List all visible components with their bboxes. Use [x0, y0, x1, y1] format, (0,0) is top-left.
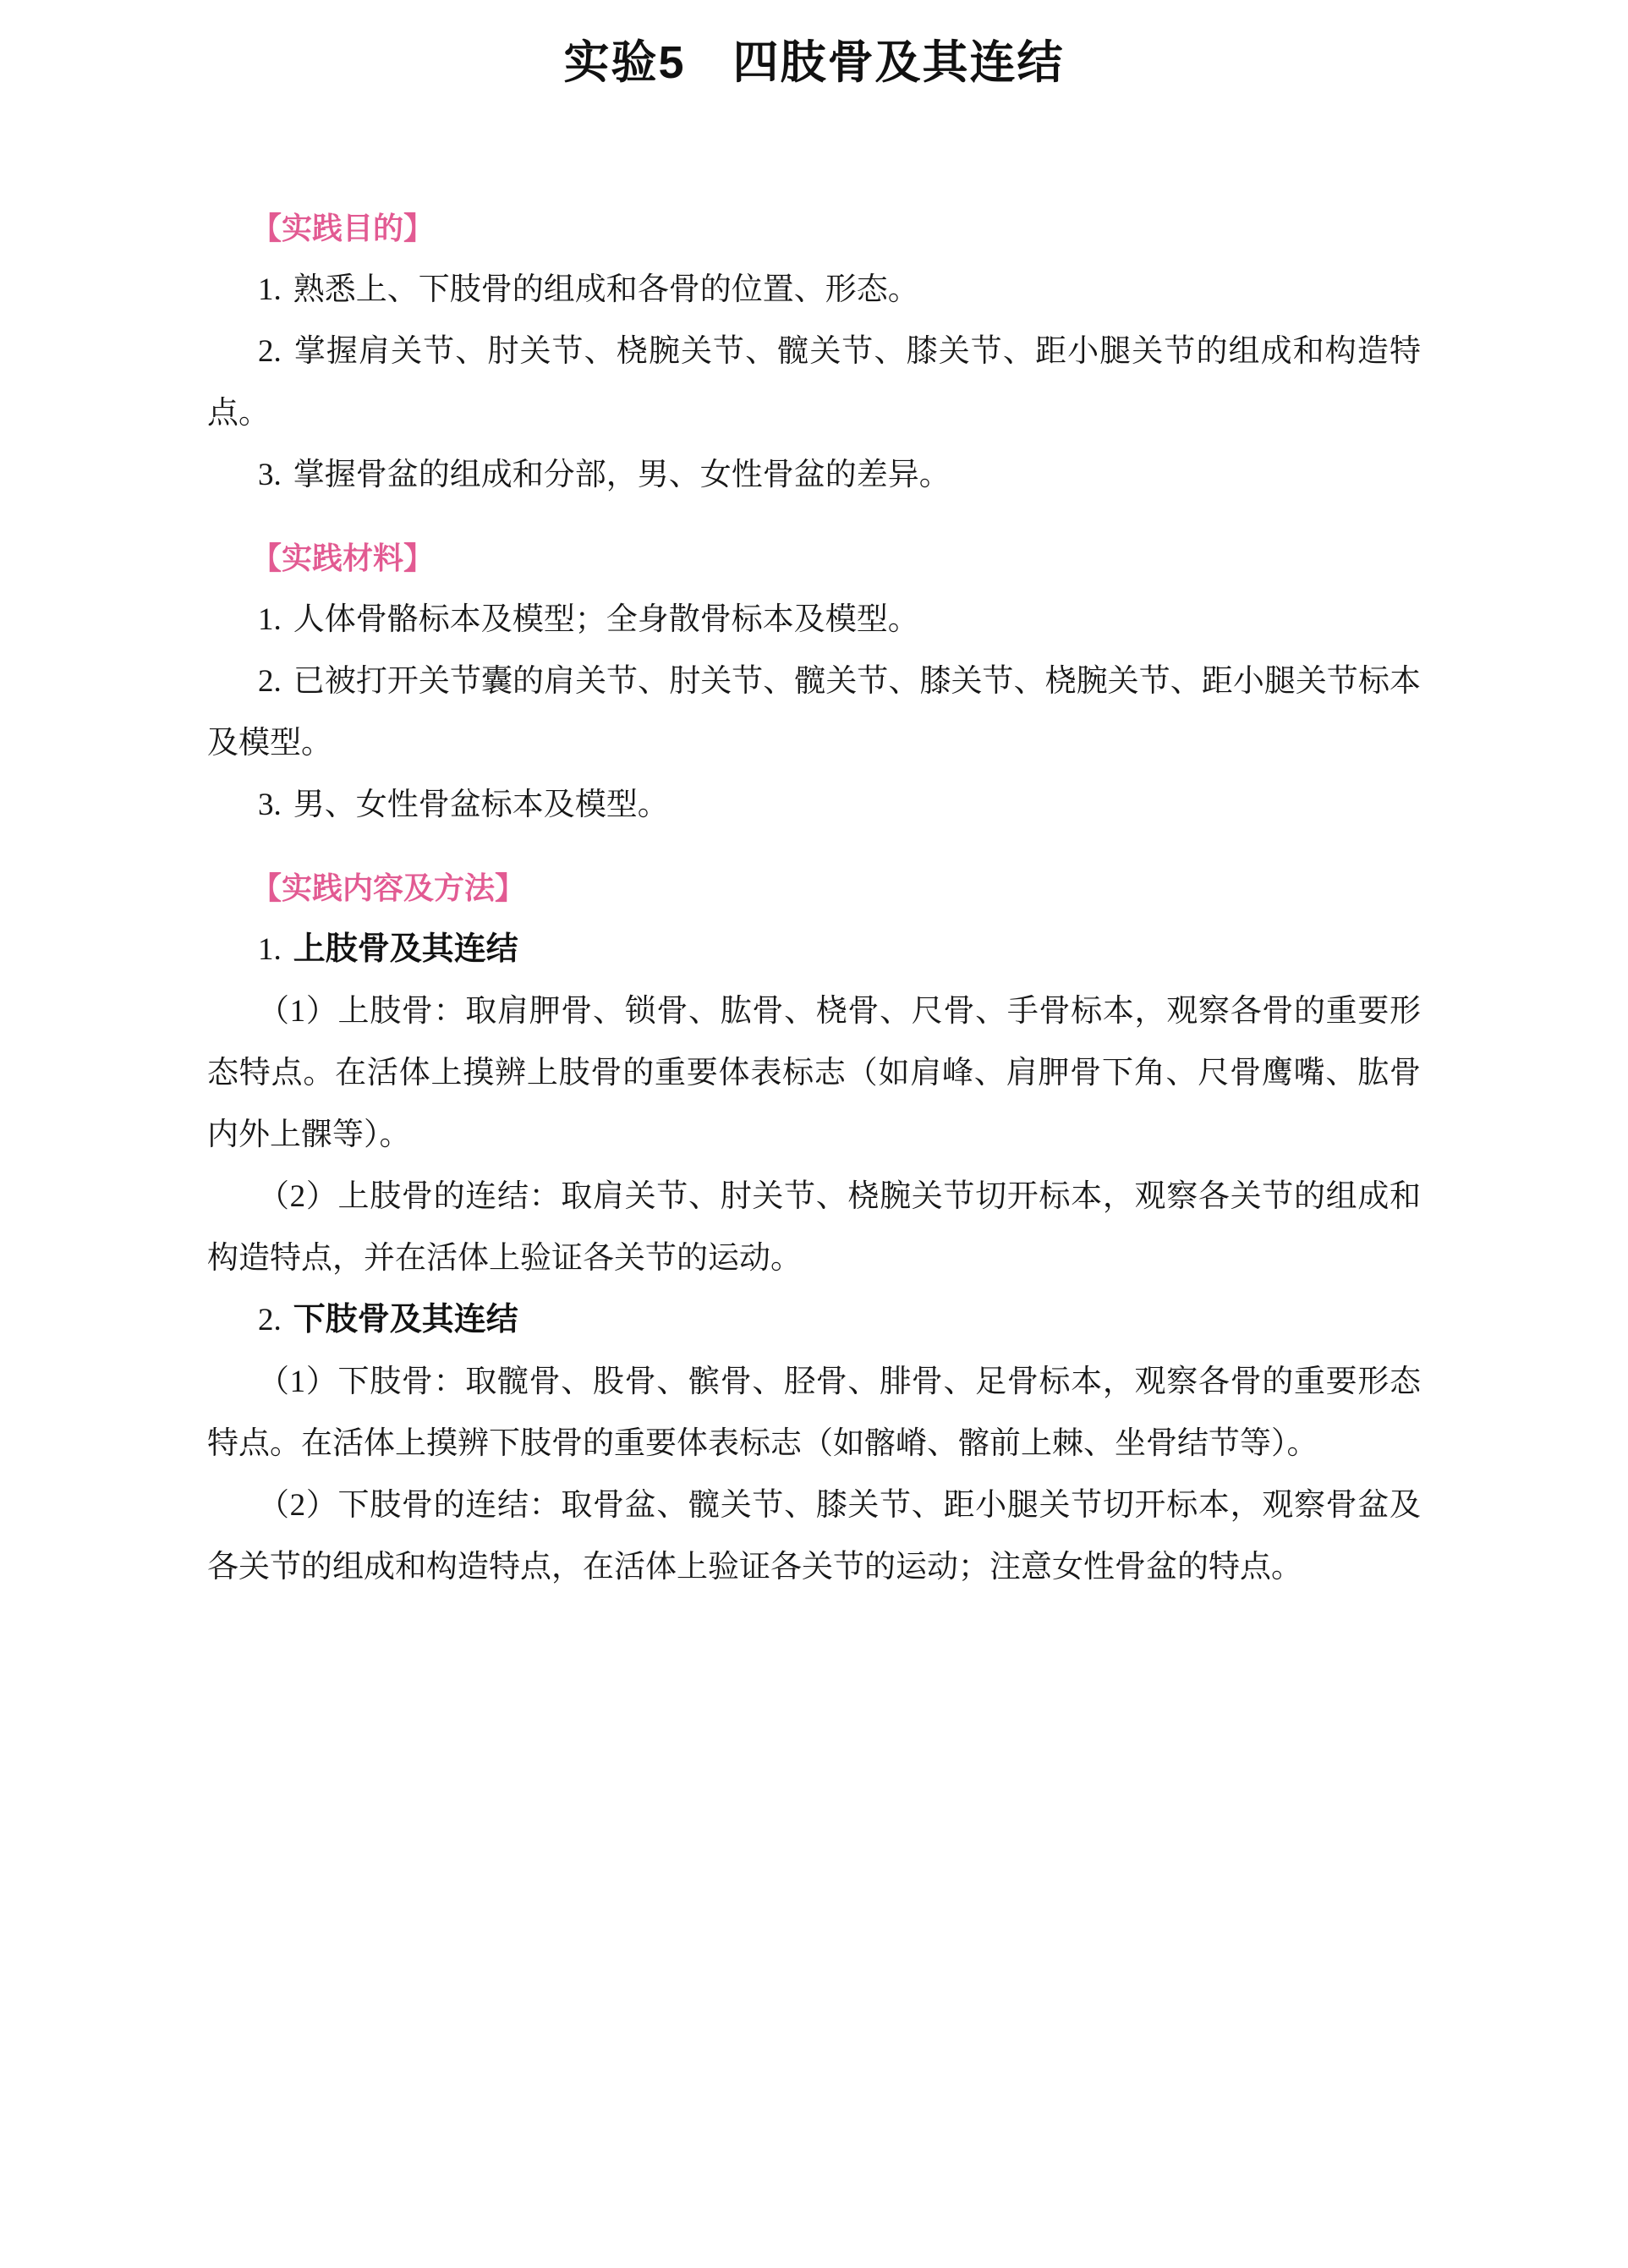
item-number: 3. — [258, 458, 282, 492]
item-number: 1. — [258, 602, 282, 637]
paragraph-upper-limb-bones: （1）上肢骨：取肩胛骨、锁骨、肱骨、桡骨、尺骨、手骨标本，观察各骨的重要形态特点。在活体上摸辨上肢骨的重要体表标志（如肩峰、肩胛骨下角、尺骨鹰嘴、肱骨内外上髁等）。 — [207, 994, 1421, 1152]
list-item — [207, 444, 1421, 506]
list-item — [207, 774, 1421, 836]
item-text: 掌握肩关节、肘关节、桡腕关节、髋关节、膝关节、距小腿关节的组成和构造特点。 — [207, 334, 1421, 431]
section-heading-materials: 【实践材料】 — [251, 541, 435, 575]
item-number: 1. — [258, 272, 282, 307]
page-title: 实验5 四肢骨及其连结 — [563, 37, 1065, 88]
list-item — [207, 651, 1421, 774]
item-number: 1. — [258, 932, 282, 967]
list-item — [207, 259, 1421, 321]
paragraph-upper-limb-joints: （2）上肢骨的连结：取肩关节、肘关节、桡腕关节切开标本，观察各关节的组成和构造特点，并在活体上验证各关节的运动。 — [207, 1179, 1421, 1276]
section-heading-objectives: 【实践目的】 — [251, 211, 435, 245]
section-practice-content-methods — [207, 858, 1421, 1598]
item-text: 已被打开关节囊的肩关节、肘关节、髋关节、膝关节、桡腕关节、距小腿关节标本及模型。 — [207, 664, 1421, 761]
paragraph-lower-limb-joints: （2）下肢骨的连结：取骨盆、髋关节、膝关节、距小腿关节切开标本，观察骨盆及各关节的组成和构造特点，在活体上验证各关节的运动；注意女性骨盆的特点。 — [207, 1488, 1421, 1584]
item-text: 人体骨骼标本及模型；全身散骨标本及模型。 — [293, 602, 919, 637]
section-practice-objectives — [207, 198, 1421, 506]
section-practice-materials — [207, 528, 1421, 836]
item-number: 3. — [258, 788, 282, 822]
item-number: 2. — [258, 334, 282, 369]
list-item — [207, 589, 1421, 651]
section-heading-content-methods: 【实践内容及方法】 — [251, 870, 526, 905]
item-text: 熟悉上、下肢骨的组成和各骨的位置、形态。 — [293, 272, 919, 307]
item-number: 2. — [258, 1303, 282, 1337]
subheading-lower-limb — [207, 1289, 1421, 1351]
subheading-text: 上肢骨及其连结 — [293, 931, 518, 967]
item-text: 男、女性骨盆标本及模型。 — [293, 788, 669, 822]
subheading-upper-limb — [207, 919, 1421, 980]
paragraph-lower-limb-bones: （1）下肢骨：取髋骨、股骨、髌骨、胫骨、腓骨、足骨标本，观察各骨的重要形态特点。在活体上摸辨下肢骨的重要体表标志（如髂嵴、髂前上棘、坐骨结节等）。 — [207, 1365, 1421, 1461]
subheading-text: 下肢骨及其连结 — [293, 1302, 518, 1337]
item-number: 2. — [258, 664, 282, 699]
list-item — [207, 321, 1421, 444]
item-text: 掌握骨盆的组成和分部，男、女性骨盆的差异。 — [293, 458, 951, 492]
